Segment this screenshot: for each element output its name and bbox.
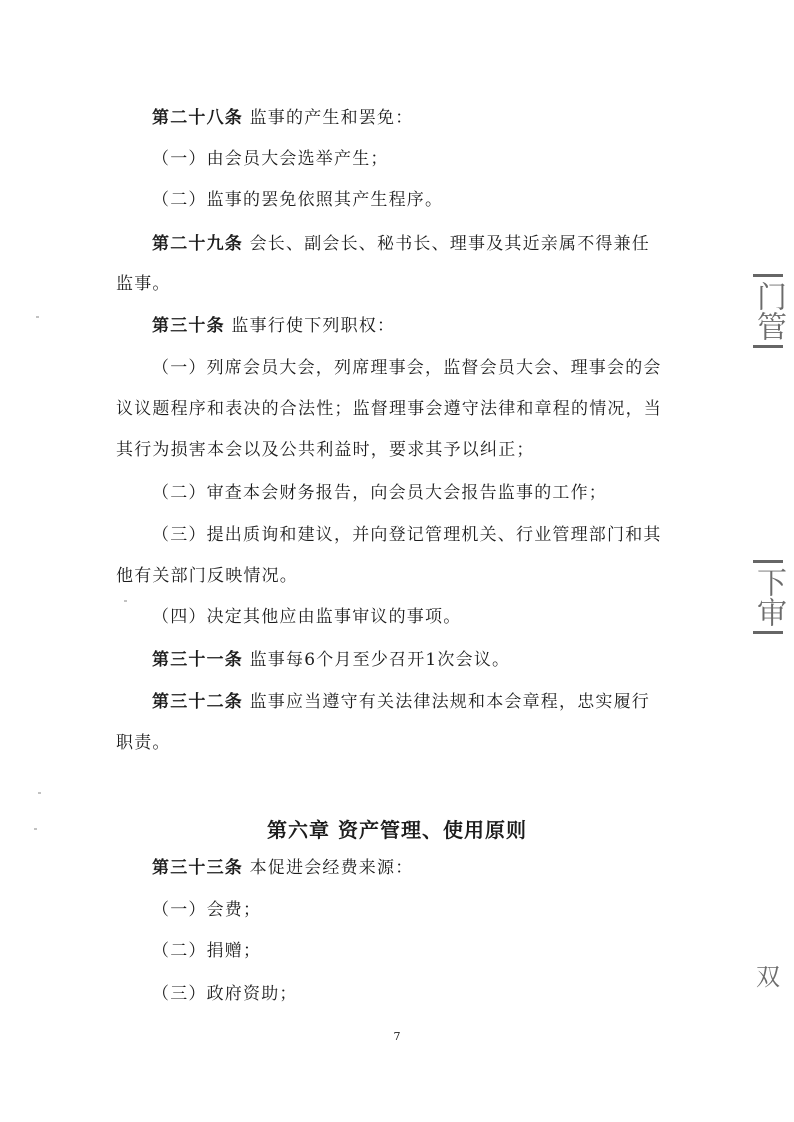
paragraph: （一）会费；	[152, 900, 262, 920]
article-30	[152, 314, 712, 338]
paragraph: （三）政府资助；	[152, 984, 298, 1004]
article-text: 监事每6个月至少召开1次会议。	[243, 650, 511, 670]
article-number: 第三十一条	[152, 650, 243, 670]
article-text: 监事应当遵守有关法律法规和本会章程，忠实履行	[243, 692, 651, 712]
paragraph: （二）监事的罢免依照其产生程序。	[152, 190, 444, 210]
seal-text: 下审	[751, 567, 786, 627]
paragraph: （二）捐赠；	[152, 941, 262, 961]
article-text: 会长、副会长、秘书长、理事及其近亲属不得兼任	[243, 234, 651, 254]
article-28	[152, 106, 712, 130]
article-number: 第三十条	[152, 316, 225, 336]
seal-bar	[753, 631, 783, 634]
paragraph: 其行为损害本会以及公共利益时，要求其予以纠正；	[116, 440, 535, 460]
article-33	[152, 856, 712, 880]
margin-seal-mark	[748, 960, 788, 994]
seal-text: 双	[756, 963, 780, 991]
paragraph: 职责。	[116, 733, 171, 753]
article-number: 第二十九条	[152, 234, 243, 254]
article-text: 监事行使下列职权：	[224, 316, 396, 336]
paragraph: （一）列席会员大会，列席理事会，监督会员大会、理事会的会	[152, 358, 662, 378]
article-32	[152, 690, 712, 714]
article-number: 第二十八条	[152, 108, 243, 128]
article-text: 监事的产生和罢免：	[243, 108, 414, 128]
margin-seal-mark	[748, 270, 788, 352]
article-text: 本促进会经费来源：	[243, 858, 414, 878]
chapter-heading: 第六章 资产管理、使用原则	[267, 818, 527, 842]
paragraph: （三）提出质询和建议，并向登记管理机关、行业管理部门和其	[152, 525, 662, 545]
article-number: 第三十二条	[152, 692, 243, 712]
seal-bar	[753, 560, 783, 563]
scan-speck	[34, 828, 37, 830]
paragraph: （二）审查本会财务报告，向会员大会报告监事的工作；	[152, 483, 607, 503]
paragraph: 他有关部门反映情况。	[116, 566, 298, 586]
article-number: 第三十三条	[152, 858, 243, 878]
article-29	[152, 232, 712, 256]
paragraph: 监事。	[116, 274, 171, 294]
scan-speck	[124, 600, 127, 602]
paragraph: 议议题程序和表决的合法性；监督理事会遵守法律和章程的情况，当	[116, 399, 662, 419]
paragraph: （四）决定其他应由监事审议的事项。	[152, 607, 462, 627]
seal-text: 门管	[751, 281, 786, 341]
margin-seal-mark	[748, 556, 788, 638]
seal-bar	[753, 345, 783, 348]
page-number: 7	[393, 1030, 401, 1043]
paragraph: （一）由会员大会选举产生；	[152, 149, 389, 169]
seal-bar	[753, 274, 783, 277]
article-31	[152, 648, 712, 672]
scan-speck	[36, 316, 39, 318]
scan-speck	[38, 792, 41, 794]
